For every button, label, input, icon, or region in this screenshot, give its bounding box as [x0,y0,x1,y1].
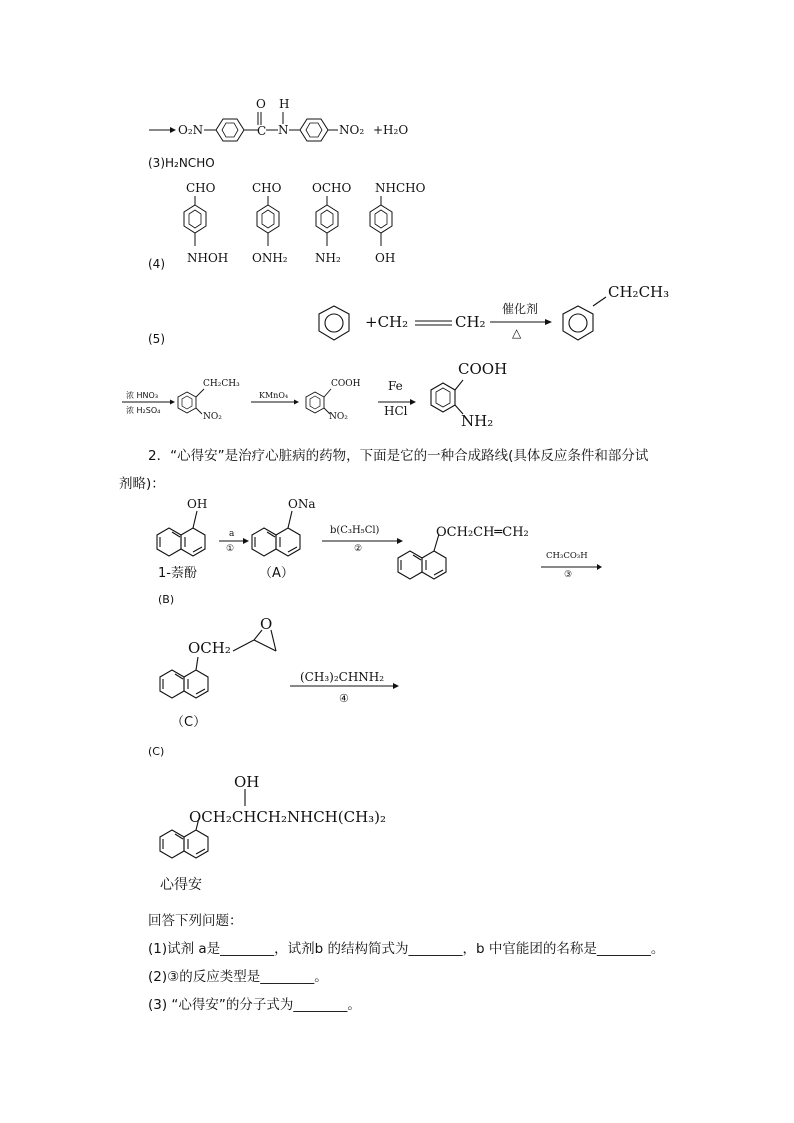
answer-intro: 回答下列问题： [148,913,243,929]
heat-symbol: △ [512,326,522,340]
compound-b-sub: OCH₂CH═CH₂ [436,525,529,540]
b-note: (B) [158,593,175,606]
nitro-right: NO₂ [339,123,365,137]
compound-a-sub: ONa [288,497,316,511]
isomer-1-top: CHO [186,181,216,195]
int1-ethyl: CH₂CH₃ [203,379,240,389]
q2-stem-line1: 2．“心得安”是治疗心脏病的药物，下面是它的一种合成路线(具体反应条件和部分试 [148,448,649,464]
question-2: (2)③的反应类型是________。 [148,969,328,985]
isomer-2-top: CHO [252,181,282,195]
c-note: (C) [148,745,165,758]
sulfuric-acid: 浓 H₂SO₄ [126,406,161,415]
fe-label: Fe [388,379,403,393]
nitro-left: O₂N [178,123,204,137]
question-3: (3) “心得安”的分子式为________。 [148,997,361,1013]
amide-n: N [278,123,289,137]
nitric-acid: 浓 HNO₃ [126,391,159,400]
compound-a-label: （A） [259,566,294,581]
int1-nitro: NO₂ [203,412,222,422]
ethyl-group: CH₂CH₃ [608,283,670,301]
question-1: (1)试剂 a是________，试剂b 的结构简式为________，b 中官能团的名称是________。 [148,941,665,957]
isomer-3-bottom: NH₂ [315,251,341,265]
isomer-3-top: OCHO [312,181,352,195]
item-3: (3)H₂NCHO [148,156,215,170]
arrow2-reagent: b(C₃H₅Cl) [330,525,380,536]
naphthol-name: 1-萘酚 [158,566,197,581]
epoxide-oxygen: O [260,615,273,633]
isomer-4-top: NHCHO [375,181,426,195]
arrow1-reagent: a [229,529,235,539]
compound-c-sub: OCH₂ [188,639,231,657]
kmno4-label: KMnO₄ [259,391,289,400]
final-label: 心得安 [160,877,202,893]
catalyst-label: 催化剂 [502,302,539,316]
naphthol-oh: OH [187,497,208,511]
plus-ch2: +CH₂ [365,313,409,331]
isomer-1-bottom: NHOH [187,251,229,265]
item-4-label: (4) [148,257,165,271]
isomer-4-bottom: OH [375,251,396,265]
arrow2-step: ② [354,544,363,554]
anthranilic-cooh: COOH [458,360,508,378]
int2-nitro: NO₂ [329,412,348,422]
anthranilic-nh2: NH₂ [461,412,494,430]
amide-h: H [279,97,290,111]
arrow4-step: ④ [339,692,349,705]
hcl-label: HCl [384,404,408,418]
item-5-label: (5) [148,332,165,346]
compound-c-label: （C） [171,715,207,730]
int2-cooh: COOH [331,379,361,389]
isomer-2-bottom: ONH₂ [252,251,288,265]
q2-stem-line2: 剂略)： [119,476,165,492]
arrow3-reagent: CH₃CO₃H [546,551,588,561]
arrow4-reagent: (CH₃)₂CHNH₂ [300,670,385,684]
arrow1-step: ① [226,544,235,554]
final-sidechain: OCH₂CHCH₂NHCH(CH₃)₂ [189,808,387,826]
arrow3-step: ③ [564,570,573,580]
carbonyl-o: O [256,97,266,111]
water-product: +H₂O [373,123,409,137]
carbonyl-c: C [257,124,267,138]
final-oh: OH [234,773,260,791]
ch2-right: CH₂ [455,313,486,331]
